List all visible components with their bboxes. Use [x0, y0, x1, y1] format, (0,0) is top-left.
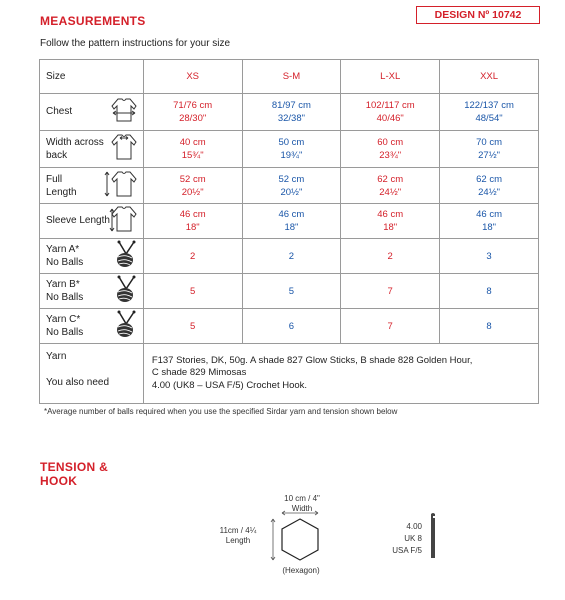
table-row: [40, 274, 539, 309]
value-cm: 102/117 cm: [365, 100, 415, 111]
hexagon-caption: (Hexagon): [282, 566, 320, 575]
value-in: 24½": [379, 186, 402, 198]
value-cell: 8: [440, 309, 539, 344]
sleeve-length-label-cell: [40, 204, 144, 239]
value-cell: 2: [143, 239, 242, 274]
label-line: Yarn B*: [46, 279, 80, 290]
value-cell: 5: [143, 309, 242, 344]
value-in: 15¾": [181, 150, 204, 161]
value-cell: [440, 168, 539, 204]
value-cell: 6: [242, 309, 341, 344]
row-label: Chest: [46, 106, 73, 118]
value-cell: [341, 131, 440, 168]
value-cell: [440, 131, 539, 168]
value-cm: 40 cm: [179, 137, 206, 148]
tension-title-line2: HOOK: [40, 474, 78, 488]
hook-usa: USA F/5: [392, 546, 422, 555]
width-back-icon: [109, 132, 139, 166]
value-in: 27½": [478, 150, 500, 161]
value-cell: 5: [143, 274, 242, 309]
yarn-ball-icon: [113, 240, 139, 272]
tension-heading: [40, 460, 108, 488]
yarn-info-cell: [143, 344, 538, 404]
value-cell: [242, 204, 341, 239]
measurements-table: [39, 59, 539, 404]
value-cell: 7: [341, 274, 440, 309]
value-in: 20½": [280, 186, 303, 198]
row-label: [46, 136, 104, 162]
measurements-heading: MEASUREMENTS: [40, 14, 146, 28]
value-in: 18": [185, 222, 200, 233]
label-line: back: [46, 150, 68, 161]
value-cm: 46 cm: [278, 209, 305, 220]
yarn-label: Yarn: [46, 351, 67, 362]
sleeve-length-icon: [109, 204, 139, 238]
value-cm: 50 cm: [278, 137, 305, 148]
tension-title-line1: TENSION &: [40, 460, 109, 474]
value-cell: [143, 204, 242, 239]
row-label: [46, 313, 83, 339]
value-cell: 5: [242, 274, 341, 309]
value-in: 28/30": [179, 113, 207, 124]
table-row: [40, 131, 539, 168]
value-cell: [143, 131, 242, 168]
label-line: No Balls: [46, 327, 84, 338]
length-caption: Length: [225, 536, 251, 545]
value-cell: 7: [341, 309, 440, 344]
length-value: 11cm / 4¼: [219, 526, 257, 535]
value-cm: 62 cm: [377, 173, 404, 185]
tension-length-label: [212, 526, 264, 546]
value-in: 19¾": [280, 150, 303, 161]
label-line: Full: [46, 173, 63, 185]
size-xs-header: XS: [143, 60, 242, 94]
value-cm: 52 cm: [179, 173, 206, 185]
value-cell: [143, 168, 242, 204]
value-cell: [341, 168, 440, 204]
footnote: *Average number of balls required when you use the specified Sirdar yarn and tension shown below: [44, 407, 398, 416]
value-cell: 8: [440, 274, 539, 309]
table-row: [40, 168, 539, 204]
value-cell: [440, 204, 539, 239]
value-cm: 46 cm: [377, 209, 404, 220]
yarn-ball-icon: [113, 275, 139, 307]
size-label: Size: [40, 60, 144, 94]
value-cm: 122/137 cm: [464, 100, 514, 111]
width-label-cell: [40, 131, 144, 168]
label-line: Length: [46, 186, 77, 198]
value-cm: 52 cm: [278, 173, 305, 185]
value-cm: 46 cm: [179, 209, 206, 220]
row-label: [46, 278, 83, 304]
table-row: [40, 309, 539, 344]
table-row: [40, 94, 539, 131]
chest-icon: [109, 96, 139, 128]
value-in: 18": [482, 222, 497, 233]
yarn-b-label-cell: [40, 274, 144, 309]
value-in: 20½": [181, 186, 204, 198]
hook-size: 4.00: [406, 522, 422, 531]
full-length-label-cell: [40, 168, 144, 204]
yarn-a-label-cell: [40, 239, 144, 274]
size-lxl-header: L-XL: [341, 60, 440, 94]
value-cm: 46 cm: [476, 209, 502, 220]
hexagon-diagram: [265, 508, 335, 566]
label-line: Yarn C*: [46, 314, 81, 325]
instruction-text: Follow the pattern instructions for your size: [40, 38, 231, 49]
yarn-ball-icon: [113, 310, 139, 342]
value-in: 18": [383, 222, 398, 233]
value-in: 48/54": [475, 113, 503, 124]
value-cell: [242, 94, 341, 131]
value-cell: 2: [242, 239, 341, 274]
size-sm-header: S-M: [242, 60, 341, 94]
row-label: [46, 173, 77, 199]
hook-uk: UK 8: [404, 534, 422, 543]
value-cm: 71/76 cm: [173, 100, 213, 111]
table-row: [40, 204, 539, 239]
value-cell: 2: [341, 239, 440, 274]
value-cell: [341, 94, 440, 131]
value-cm: 70 cm: [476, 137, 502, 148]
value-in: 23¾": [379, 150, 402, 161]
design-number-badge: DESIGN Nº 10742: [416, 6, 540, 24]
table-row: [40, 239, 539, 274]
you-also-need-label: You also need: [46, 377, 110, 388]
yarn-info-row: [40, 344, 539, 404]
value-cell: [440, 94, 539, 131]
label-line: Yarn A*: [46, 244, 80, 255]
value-in: 18": [284, 222, 299, 233]
label-line: No Balls: [46, 292, 84, 303]
row-label: Sleeve Length: [46, 215, 110, 227]
value-cell: [242, 131, 341, 168]
yarn-line-1: F137 Stories, DK, 50g. A shade 827 Glow Sticks, B shade 828 Golden Hour,: [151, 354, 473, 366]
value-cell: [341, 204, 440, 239]
width-value: 10 cm / 4": [284, 494, 320, 503]
value-cm: 81/97 cm: [271, 100, 311, 111]
size-header-row: [40, 60, 539, 94]
yarn-info-label-cell: [40, 344, 144, 404]
value-cell: 3: [440, 239, 539, 274]
value-in: 32/38": [277, 113, 305, 124]
size-xxl-header: XXL: [440, 60, 539, 94]
row-label: [46, 243, 83, 269]
label-line: No Balls: [46, 257, 84, 268]
full-length-icon: [103, 169, 139, 203]
value-in: 24½": [478, 186, 500, 198]
value-in: 40/46": [376, 113, 404, 124]
yarn-c-label-cell: [40, 309, 144, 344]
value-cell: [242, 168, 341, 204]
crochet-hook-icon: [426, 512, 440, 560]
value-cell: [143, 94, 242, 131]
value-cm: 62 cm: [476, 173, 502, 185]
yarn-line-2: C shade 829 Mimosas: [151, 367, 247, 379]
label-line: Width across: [46, 137, 104, 148]
value-cm: 60 cm: [377, 137, 404, 148]
hook-size-labels: [386, 521, 422, 557]
hook-text: 4.00 (UK8 – USA F/5) Crochet Hook.: [151, 379, 308, 391]
chest-label-cell: [40, 94, 144, 131]
width-caption: Width: [291, 504, 313, 513]
